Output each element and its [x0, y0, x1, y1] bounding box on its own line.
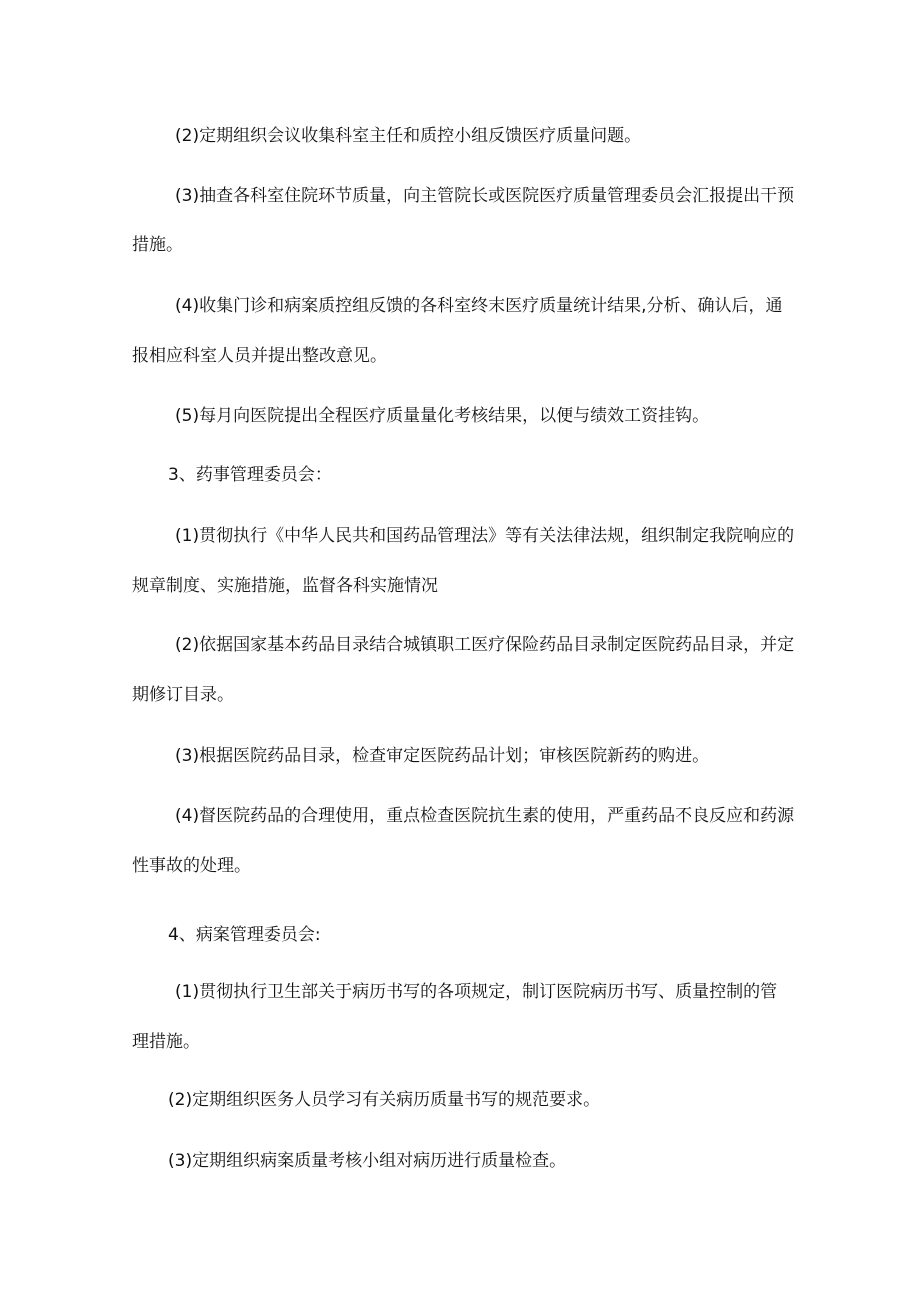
- text-line: 规章制度、实施措施，监督各科实施情况: [132, 576, 438, 596]
- text-line: (3)抽查各科室住院环节质量，向主管院长或医院医疗质量管理委员会汇报提出干预: [175, 186, 795, 206]
- text-line: (1)贯彻执行《中华人民共和国药品管理法》等有关法律法规，组织制定我院响应的: [175, 526, 795, 546]
- text-line: (2)定期组织医务人员学习有关病历质量书写的规范要求。: [168, 1090, 601, 1110]
- text-line: (2)定期组织会议收集科室主任和质控小组反馈医疗质量问题。: [175, 126, 642, 146]
- text-line: 性事故的处理。: [132, 856, 251, 876]
- text-line: 理措施。: [132, 1032, 200, 1052]
- text-line: 期修订目录。: [132, 685, 234, 705]
- text-line: (1)贯彻执行卫生部关于病历书写的各项规定，制订医院病历书写、质量控制的管: [175, 982, 778, 1002]
- text-line: 措施。: [132, 235, 183, 255]
- section-heading: 3、药事管理委员会：: [168, 465, 332, 485]
- text-line: (5)每月向医院提出全程医疗质量量化考核结果，以便与绩效工资挂钩。: [175, 406, 710, 426]
- text-line: (3)根据医院药品目录，检查审定医院药品计划；审核医院新药的购进。: [175, 746, 710, 766]
- text-line: (4)督医院药品的合理使用，重点检查医院抗生素的使用，严重药品不良反应和药源: [175, 806, 795, 826]
- text-line: (4)收集门诊和病案质控组反馈的各科室终末医疗质量统计结果,分析、确认后，通: [175, 296, 783, 316]
- section-heading: 4、病案管理委员会:: [168, 925, 321, 945]
- text-line: (2)依据国家基本药品目录结合城镇职工医疗保险药品目录制定医院药品目录，并定: [175, 635, 795, 655]
- text-line: 报相应科室人员并提出整改意见。: [132, 346, 387, 366]
- text-line: (3)定期组织病案质量考核小组对病历进行质量检查。: [168, 1151, 567, 1171]
